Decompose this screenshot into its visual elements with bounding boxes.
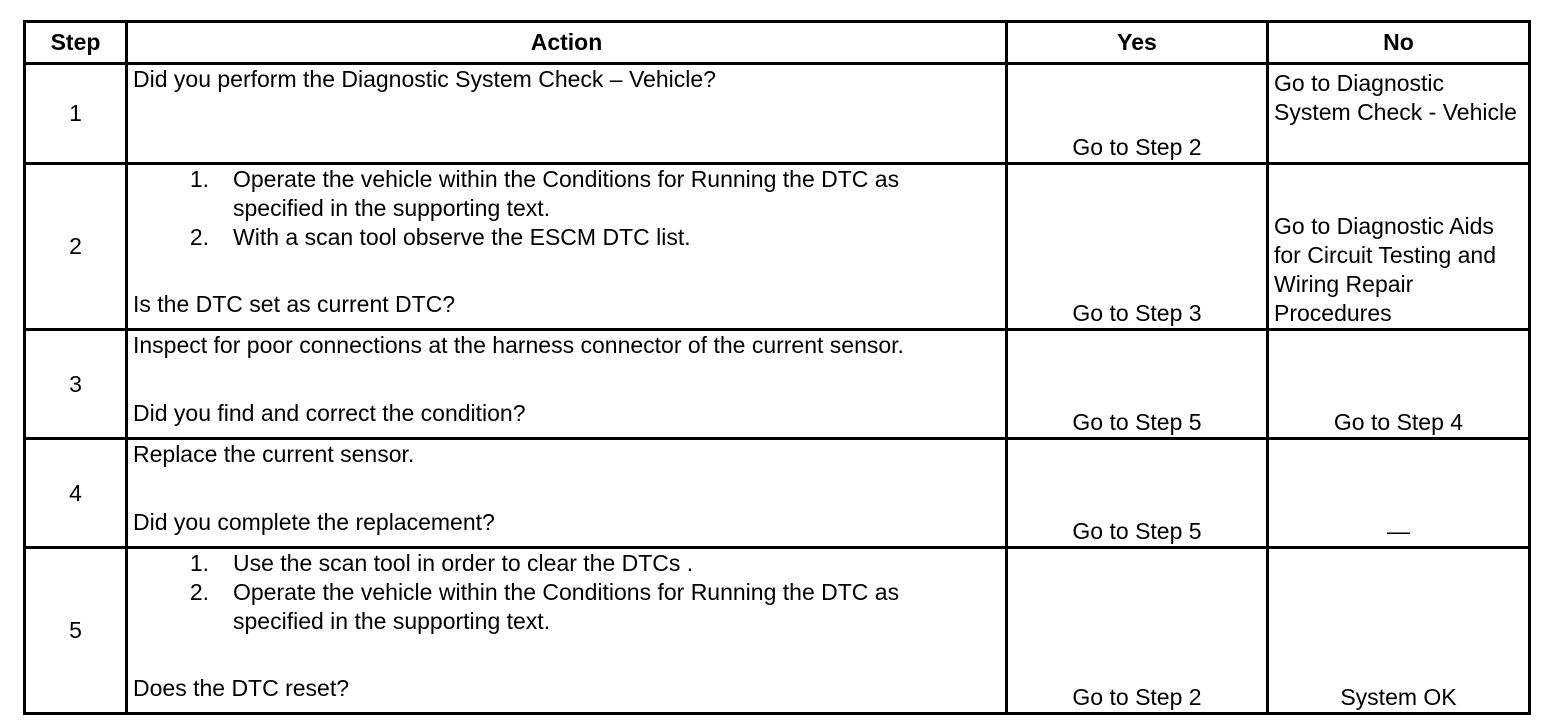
list-item xyxy=(133,578,1000,636)
action-cell xyxy=(127,164,1007,330)
no-result xyxy=(1268,164,1530,330)
table-row xyxy=(25,164,1530,330)
action-cell xyxy=(127,548,1007,714)
substep-number: 2. xyxy=(189,579,209,605)
yes-result: Go to Step 5 xyxy=(1007,439,1268,548)
no-result: System OK xyxy=(1268,548,1530,714)
table-row xyxy=(25,64,1530,164)
yes-result: Go to Step 3 xyxy=(1007,164,1268,330)
diagnostic-table xyxy=(23,20,1531,715)
header-yes: Yes xyxy=(1007,22,1268,64)
substep-list xyxy=(133,549,1000,636)
header-no: No xyxy=(1268,22,1530,64)
step-number: 5 xyxy=(25,548,127,714)
action-cell xyxy=(127,439,1007,548)
step-number: 3 xyxy=(25,330,127,439)
table-row xyxy=(25,330,1530,439)
step-number: 2 xyxy=(25,164,127,330)
action-intro: Inspect for poor connections at the harness connector of the current sensor. xyxy=(133,332,904,358)
substep-number: 2. xyxy=(189,224,209,250)
list-item xyxy=(133,223,1000,252)
substep-text: Operate the vehicle within the Conditions for Running the DTC as specified in the supporting text. xyxy=(233,579,900,634)
step-number: 4 xyxy=(25,439,127,548)
step-number: 1 xyxy=(25,64,127,164)
header-step: Step xyxy=(25,22,127,64)
header-row xyxy=(25,22,1530,64)
substep-text: Use the scan tool in order to clear the DTCs . xyxy=(233,550,694,576)
action-intro: Replace the current sensor. xyxy=(133,441,415,467)
no-result xyxy=(1268,64,1530,164)
substep-number: 1. xyxy=(189,166,209,192)
action-question: Did you complete the replacement? xyxy=(133,509,495,535)
action-question: Is the DTC set as current DTC? xyxy=(133,291,456,317)
action-intro: Did you perform the Diagnostic System Check – Vehicle? xyxy=(133,66,716,92)
yes-result: Go to Step 2 xyxy=(1007,64,1268,164)
action-question: Did you find and correct the condition? xyxy=(133,400,526,426)
no-result: Go to Step 4 xyxy=(1268,330,1530,439)
substep-list xyxy=(133,165,1000,252)
yes-result: Go to Step 5 xyxy=(1007,330,1268,439)
list-item xyxy=(133,549,1000,578)
table-row xyxy=(25,439,1530,548)
list-item xyxy=(133,165,1000,223)
action-cell xyxy=(127,64,1007,164)
action-question: Does the DTC reset? xyxy=(133,675,350,701)
substep-text: Operate the vehicle within the Conditions for Running the DTC as specified in the supporting text. xyxy=(233,166,900,221)
header-action: Action xyxy=(127,22,1007,64)
yes-result: Go to Step 2 xyxy=(1007,548,1268,714)
no-result-text: Go to Diagnostic Aids for Circuit Testing and Wiring Repair Procedures xyxy=(1274,213,1497,326)
substep-text: With a scan tool observe the ESCM DTC list. xyxy=(233,224,691,250)
action-cell xyxy=(127,330,1007,439)
substep-number: 1. xyxy=(189,550,209,576)
no-result-text: Go to Diagnostic System Check - Vehicle xyxy=(1274,70,1517,125)
no-result: — xyxy=(1268,439,1530,548)
table-row xyxy=(25,548,1530,714)
